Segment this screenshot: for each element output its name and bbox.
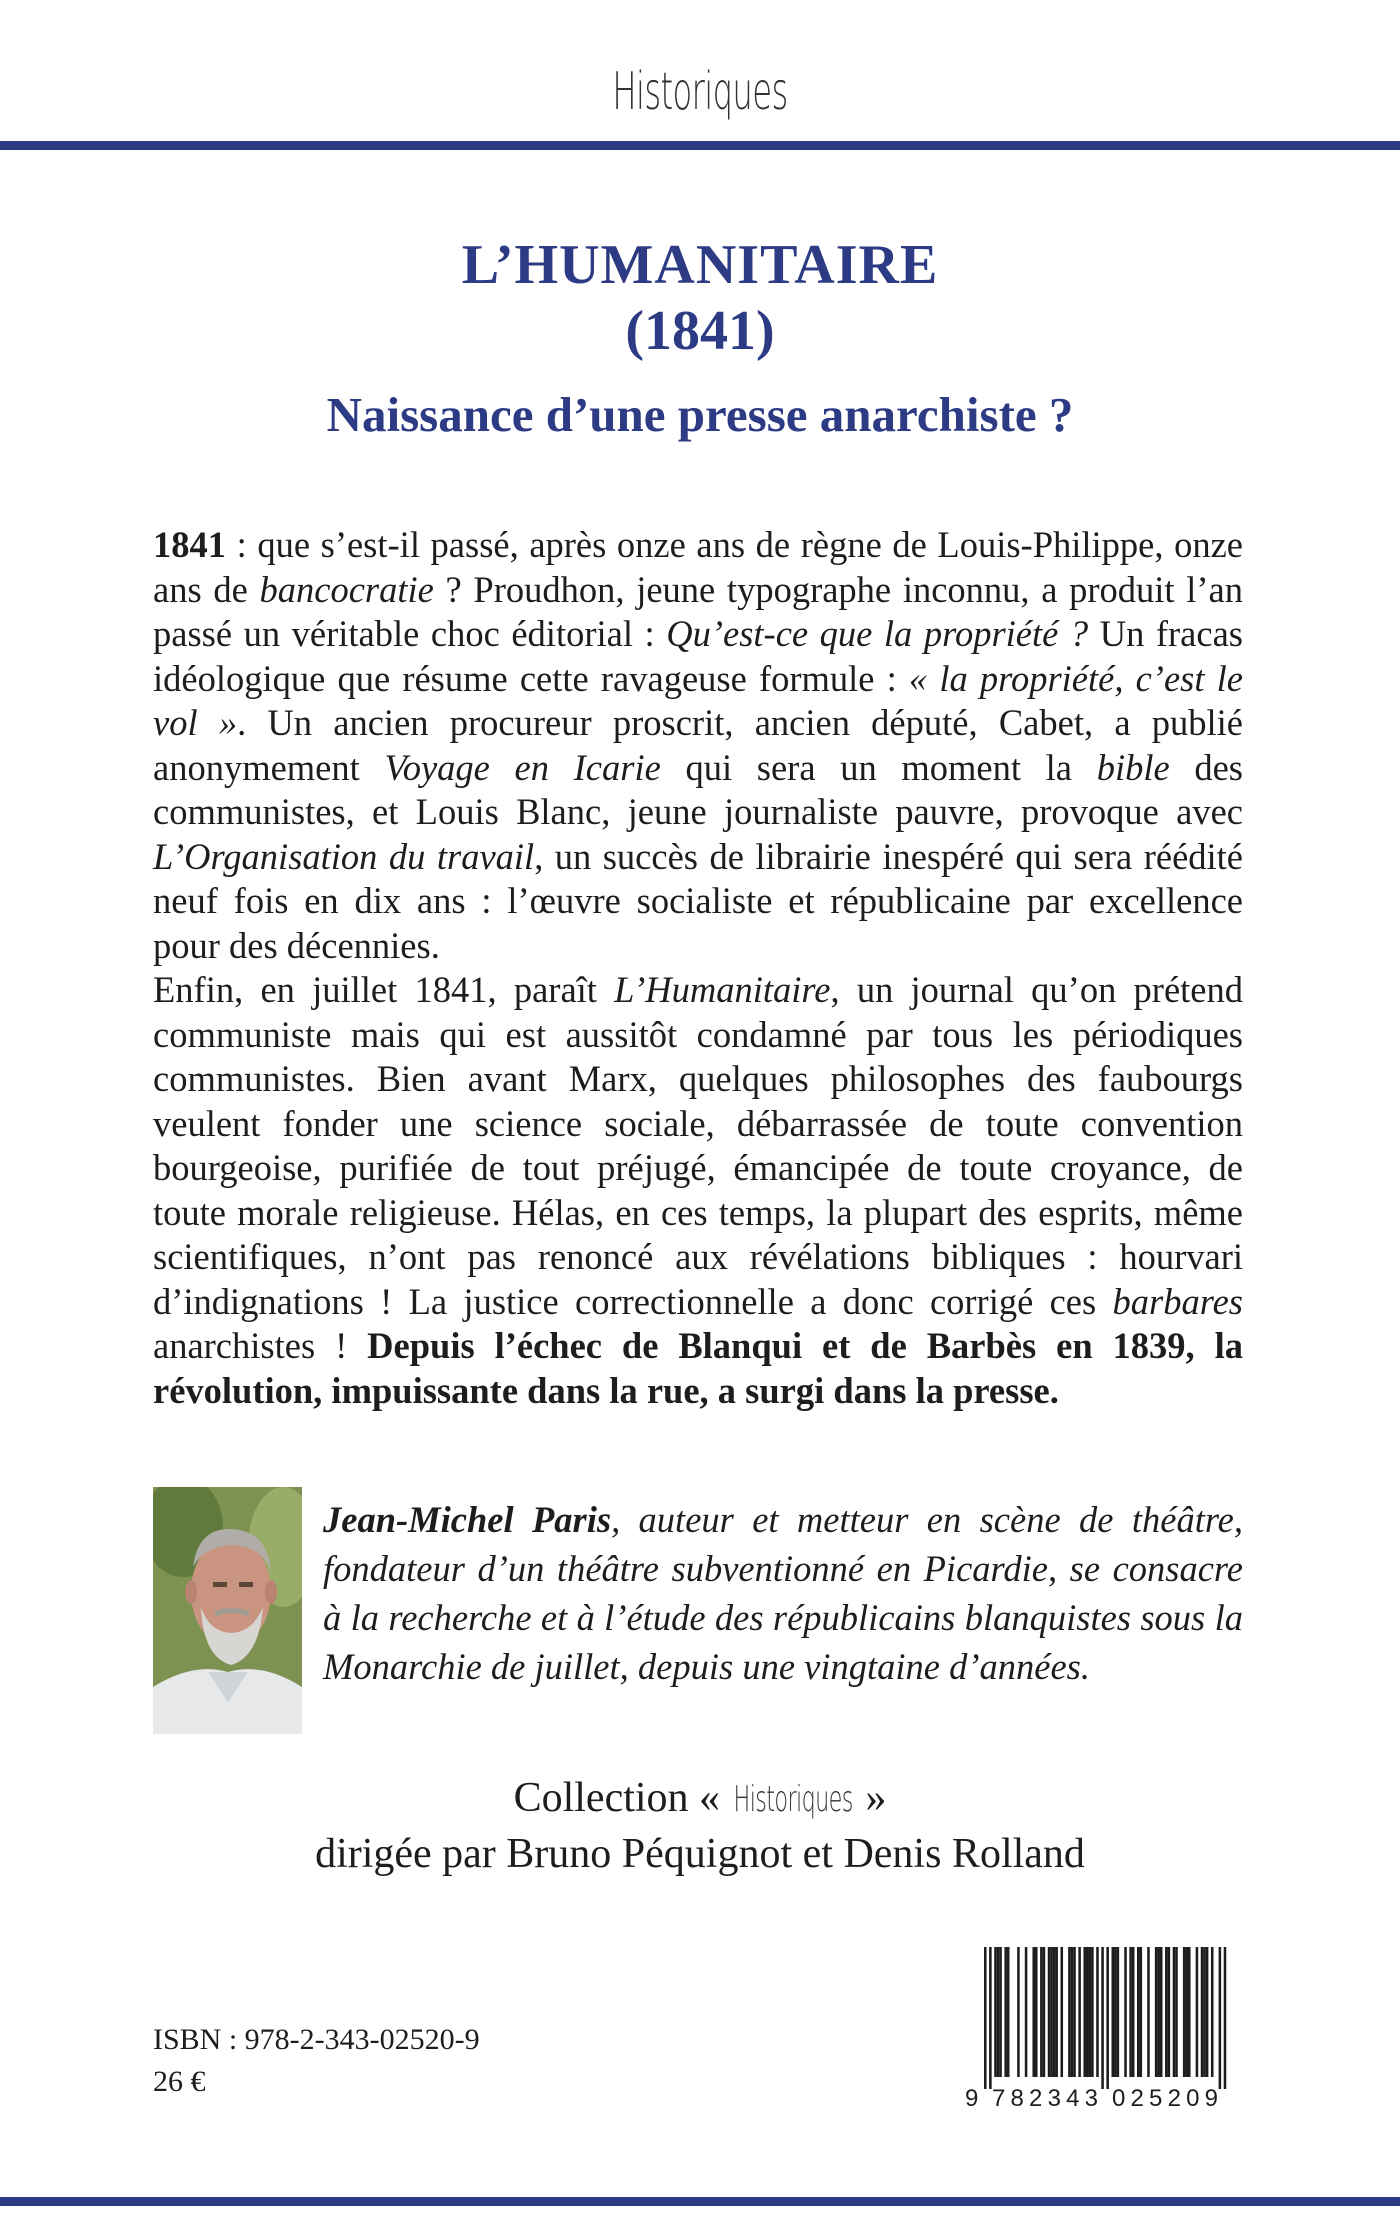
blurb-run: qui sera un moment la [660, 746, 1097, 788]
blurb-run: ? Proudhon, jeune typographe inconnu, a produit l’an passé un véritable choc éditorial : [153, 568, 1243, 654]
blurb-run: bancocratie [259, 568, 434, 610]
barcode-bar [1137, 1947, 1140, 2077]
blurb-paragraph-1 [153, 523, 1243, 968]
barcode-bar [1175, 1947, 1178, 2077]
blurb-run: anarchistes ! [153, 1325, 368, 1366]
book-title: L’HUMANITAIRE [461, 234, 939, 296]
barcode-bar [1096, 1947, 1099, 2077]
barcode-bar [1201, 1947, 1204, 2077]
barcode-bar [989, 1947, 992, 2089]
barcode-bar [1071, 1947, 1074, 2077]
barcode-bar [1185, 1947, 1188, 2077]
blurb-run: barbares [1112, 1280, 1243, 1322]
barcode-bar [1032, 1947, 1035, 2077]
barcode-bar [984, 1947, 987, 2089]
blurb-run: 1841 [153, 524, 226, 565]
barcode [962, 1943, 1232, 2113]
blurb-run: Un fracas idéologique que résume cette ravageuse formule : [153, 613, 1243, 699]
barcode-bar [1086, 1947, 1089, 2077]
barcode-bar [1211, 1947, 1214, 2077]
barcode-bar [1124, 1947, 1127, 2077]
blurb-run: des communistes, et Louis Blanc, jeune journaliste pauvre, provoque avec [153, 746, 1243, 832]
barcode-bar [1112, 1947, 1115, 2077]
collection-info [0, 1771, 1400, 1882]
barcode-digits-left: 782343 [992, 2085, 1098, 2112]
author-photo [153, 1487, 302, 1734]
barcode-bar [1160, 1947, 1163, 2077]
book-subtitle: Naissance d’une presse anarchiste ? [326, 387, 1074, 442]
blurb-run: , un succès de librairie inespéré qui sera réédité neuf fois en dix ans : l’œuvre socialiste et républicaine par excellence pour des décennies. [153, 835, 1243, 966]
barcode-bar [1132, 1947, 1135, 2077]
price: 26 € [153, 2065, 206, 2098]
collection-directors: dirigée par Bruno Péquignot et Denis Rolland [315, 1831, 1085, 1877]
blurb-paragraph-2 [153, 968, 1243, 1413]
barcode-bar [1106, 1947, 1109, 2089]
barcode-bar [999, 1947, 1002, 2077]
barcode-bar [1117, 1947, 1120, 2077]
barcode-bar [1165, 1947, 1168, 2077]
blurb-run: . Un ancien procureur proscrit, ancien député, Cabet, a publié anonymement [153, 702, 1243, 788]
barcode-bar [1224, 1947, 1227, 2089]
blurb-run: Voyage en Icarie [384, 746, 661, 788]
barcode-bar [1004, 1947, 1007, 2077]
barcode-bar [1035, 1947, 1038, 2077]
blurb-run: L’Organisation du travail [153, 835, 535, 877]
barcode-bar [1055, 1947, 1058, 2077]
bottom-rule [0, 2197, 1400, 2206]
barcode-bar [1157, 1947, 1160, 2077]
collection-series-logo: Historiques [733, 1779, 853, 1820]
barcode-bar [1053, 1947, 1056, 2077]
barcode-bar [1048, 1947, 1051, 2077]
series-logo: Historiques [612, 62, 788, 122]
barcode-bar [1073, 1947, 1076, 2077]
barcode-bar [1203, 1947, 1206, 2077]
collection-suffix: » [854, 1775, 887, 1821]
barcode-bar [1140, 1947, 1143, 2077]
blurb-run: « la propriété, c’est le vol » [153, 657, 1243, 743]
blurb-run: : que s’est-il passé, après onze ans de règne de Louis-Philippe, onze ans de [153, 524, 1243, 610]
barcode-bar [1188, 1947, 1191, 2077]
barcode-bar [1129, 1947, 1132, 2077]
barcode-bar [1007, 1947, 1010, 2077]
barcode-bar [997, 1947, 1000, 2077]
barcode-digit-first: 9 [965, 2085, 979, 2112]
blurb-run: Qu’est-ce que la propriété ? [666, 613, 1089, 654]
barcode-bar [1025, 1947, 1028, 2077]
author-bio [323, 1495, 1243, 1691]
barcode-bar [1147, 1947, 1150, 2077]
barcode-bar [1196, 1947, 1199, 2077]
isbn: ISBN : 978-2-343-02520-9 [153, 2023, 480, 2056]
barcode-bar [1068, 1947, 1071, 2077]
book-year: (1841) [625, 300, 775, 362]
collection-prefix: Collection « [513, 1775, 731, 1821]
barcode-bar [1091, 1947, 1094, 2077]
barcode-bar [1219, 1947, 1222, 2089]
blurb-run: bible [1096, 746, 1170, 788]
barcode-bar [1114, 1947, 1117, 2077]
barcode-bar [1089, 1947, 1092, 2077]
author-name: Jean-Michel Paris [323, 1499, 612, 1540]
barcode-bar [1101, 1947, 1104, 2089]
blurb-run: Depuis l’échec de Blanqui et de Barbès en 1839, la révolution, impuissante dans la rue, a surgi dans la presse. [153, 1325, 1243, 1411]
barcode-bar [1040, 1947, 1043, 2077]
blurb-run: Enfin, en juillet 1841, paraît [153, 969, 615, 1010]
blurb-run: , un journal qu’on prétend communiste mais qui est aussitôt condamné par tous les périodiques communistes. Bien avant Marx, quelques philosophes des faubourgs veulent fonder une science sociale, débarrassée de toute convention bourgeoise, purifiée de tout préjugé, émancipée de toute croyance, de toute morale religieuse. Hélas, en ces temps, la plupart des esprits, même scientifiques, n’ont pas renoncé aux révélations bibliques : hourvari d’indignations ! La justice correctionnelle a donc corrigé ces [153, 969, 1243, 1322]
barcode-bar [1061, 1947, 1064, 2077]
author-bio-text: , auteur et metteur en scène de théâtre, fondateur d’un théâtre subventionné en Picardie, se consacre à la recherche et à l’étude des républicains blanquistes sous la Monarchie de juillet, depuis une vingtaine d’années. [323, 1499, 1244, 1687]
barcode-bar [1173, 1947, 1176, 2077]
barcode-bar [994, 1947, 997, 2077]
barcode-bar [1078, 1947, 1081, 2077]
blurb-run: L’Humanitaire [614, 969, 831, 1010]
barcode-bar [1168, 1947, 1171, 2077]
barcode-bar [1083, 1947, 1086, 2077]
barcode-bar [1017, 1947, 1020, 2077]
title-block [0, 232, 1400, 446]
collection-line-1 [0, 1771, 1400, 1827]
barcode-digits-right: 025209 [1112, 2085, 1218, 2112]
barcode-bar [1043, 1947, 1046, 2077]
barcode-bar [1155, 1947, 1158, 2077]
barcode-bar [1183, 1947, 1186, 2077]
top-rule [0, 141, 1400, 150]
barcode-bar [1050, 1947, 1053, 2077]
blurb [153, 523, 1243, 1413]
barcode-bar [1206, 1947, 1209, 2077]
